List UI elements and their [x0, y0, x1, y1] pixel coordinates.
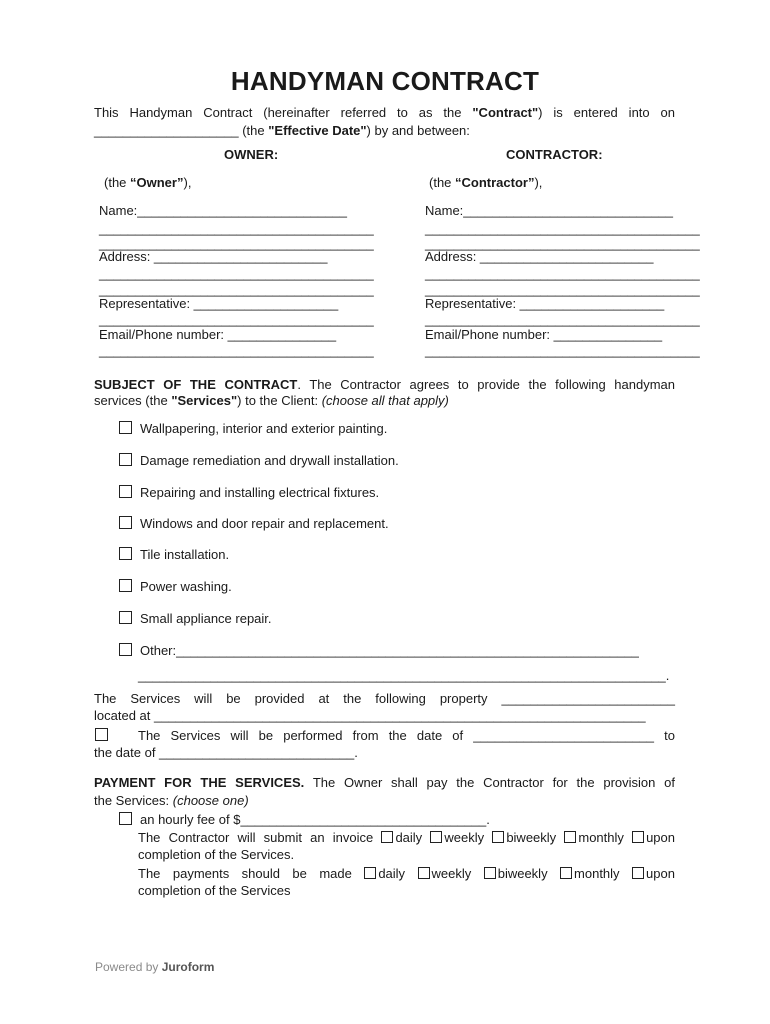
- end-date-field[interactable]: the date of ___________________________.: [94, 745, 358, 760]
- checkbox-icon[interactable]: [564, 831, 576, 843]
- owner-representative-line[interactable]: ______________________________________: [99, 312, 374, 327]
- contractor-name-line[interactable]: ______________________________________: [425, 236, 700, 251]
- owner-designation-text: ),: [183, 175, 192, 190]
- contractor-name-field[interactable]: Name:_____________________________: [425, 203, 673, 218]
- invoice-daily-label: daily: [395, 830, 423, 845]
- document-title: HANDYMAN CONTRACT: [230, 66, 540, 96]
- service-label: Small appliance repair.: [140, 611, 272, 626]
- checkbox-icon[interactable]: [119, 611, 132, 624]
- date-range-line: [138, 727, 675, 745]
- checkbox-icon[interactable]: [632, 867, 644, 879]
- checkbox-icon[interactable]: [119, 485, 132, 498]
- services-term: "Services": [171, 393, 238, 408]
- payment-weekly-label: weekly: [431, 866, 472, 881]
- checkbox-icon[interactable]: [430, 831, 442, 843]
- contractor-address-line[interactable]: ______________________________________: [425, 282, 700, 297]
- owner-term: “Owner”: [130, 175, 184, 190]
- owner-name-line[interactable]: ______________________________________: [99, 236, 374, 251]
- checkbox-icon[interactable]: [418, 867, 430, 879]
- service-option[interactable]: [119, 611, 272, 626]
- powered-by-text: Powered by: [95, 960, 162, 974]
- invoice-completion-text: completion of the Services.: [138, 847, 295, 862]
- payment-biweekly-label: biweekly: [497, 866, 548, 881]
- payment-line-2: [94, 792, 249, 810]
- contractor-designation-text: (the: [429, 175, 456, 190]
- invoice-text: The Contractor will submit an invoice: [138, 830, 374, 845]
- payment-text: The Owner shall pay the Contractor for the provision of: [304, 775, 675, 790]
- owner-name-field[interactable]: Name:_____________________________: [99, 203, 347, 218]
- payment-upon-label: upon: [646, 866, 675, 881]
- subject-text: . The Contractor agrees to provide the following handyman: [297, 377, 675, 392]
- contractor-representative-field[interactable]: Representative: ____________________: [425, 296, 665, 311]
- subject-instruction: (choose all that apply): [321, 393, 449, 408]
- service-option[interactable]: [119, 547, 229, 562]
- payment-frequency-line: [138, 865, 675, 883]
- checkbox-icon[interactable]: [364, 867, 376, 879]
- effective-date-field[interactable]: ____________________: [94, 123, 239, 138]
- invoice-weekly-label: weekly: [444, 830, 485, 845]
- hourly-fee-field[interactable]: an hourly fee of $__________________________________.: [140, 812, 490, 827]
- invoice-frequency-line: [138, 829, 675, 847]
- contractor-name-line[interactable]: ______________________________________: [425, 221, 700, 236]
- owner-representative-field[interactable]: Representative: ____________________: [99, 296, 339, 311]
- checkbox-icon[interactable]: [632, 831, 644, 843]
- contractor-designation-text: ),: [534, 175, 543, 190]
- service-label: Power washing.: [140, 579, 232, 594]
- service-option[interactable]: [119, 453, 399, 468]
- brand-name-part: Juro: [161, 960, 188, 974]
- other-service-line[interactable]: _________________________________________________________________________.: [138, 668, 670, 683]
- service-label: Damage remediation and drywall installation.: [140, 453, 399, 468]
- payment-daily-label: daily: [378, 866, 406, 881]
- juroform-logo: [162, 960, 215, 974]
- intro-text: ) by and between:: [366, 123, 470, 138]
- checkbox-icon[interactable]: [119, 579, 132, 592]
- invoice-biweekly-label: biweekly: [506, 830, 557, 845]
- invoice-monthly-label: monthly: [578, 830, 624, 845]
- service-option-other[interactable]: [119, 643, 639, 658]
- contract-term: "Contract": [472, 105, 539, 120]
- owner-name-line[interactable]: ______________________________________: [99, 221, 374, 236]
- other-service-field[interactable]: Other:________________________________________________________________: [140, 643, 639, 658]
- checkbox-icon[interactable]: [119, 812, 132, 825]
- service-option[interactable]: [119, 579, 232, 594]
- service-label: Windows and door repair and replacement.: [140, 516, 389, 531]
- owner-address-line[interactable]: ______________________________________: [99, 266, 374, 281]
- checkbox-icon[interactable]: [95, 728, 108, 741]
- service-label: Tile installation.: [140, 547, 230, 562]
- subject-text: services (the: [94, 393, 172, 408]
- brand-name-part: form: [187, 960, 215, 974]
- intro-line-2: [94, 122, 470, 140]
- contractor-address-line[interactable]: ______________________________________: [425, 266, 700, 281]
- contractor-term: “Contractor”: [455, 175, 535, 190]
- intro-text: ) is entered into on: [538, 105, 675, 120]
- property-location-field[interactable]: located at ____________________________________________________________________: [94, 708, 646, 723]
- owner-designation-text: (the: [104, 175, 131, 190]
- intro-text: This Handyman Contract (hereinafter referred to as the: [94, 105, 473, 120]
- subject-text: ) to the Client:: [237, 393, 322, 408]
- payment-heading: PAYMENT FOR THE SERVICES.: [94, 775, 305, 790]
- contractor-email-phone-line[interactable]: ______________________________________: [425, 343, 700, 358]
- intro-text: (the: [238, 123, 269, 138]
- owner-address-field[interactable]: Address: ________________________: [99, 249, 328, 264]
- contractor-address-field[interactable]: Address: ________________________: [425, 249, 654, 264]
- contractor-heading: CONTRACTOR:: [506, 147, 603, 162]
- checkbox-icon[interactable]: [119, 453, 132, 466]
- service-option[interactable]: [119, 421, 387, 436]
- service-label: Repairing and installing electrical fixtures.: [140, 485, 380, 500]
- property-address-field[interactable]: The Services will be provided at the following property ________________________: [94, 691, 675, 706]
- effective-date-term: "Effective Date": [268, 123, 367, 138]
- start-date-field[interactable]: _________________________: [473, 728, 655, 743]
- owner-designation: [104, 174, 191, 192]
- owner-heading: OWNER:: [224, 147, 279, 162]
- subject-heading: SUBJECT OF THE CONTRACT: [94, 377, 298, 392]
- checkbox-icon[interactable]: [381, 831, 393, 843]
- date-range-checkbox[interactable]: [95, 727, 108, 745]
- intro-line-1: [94, 104, 675, 122]
- service-option[interactable]: [119, 516, 389, 531]
- checkbox-icon[interactable]: [119, 421, 132, 434]
- payment-line-1: [94, 774, 675, 792]
- checkbox-icon[interactable]: [119, 516, 132, 529]
- checkbox-icon[interactable]: [492, 831, 504, 843]
- hourly-fee-option[interactable]: [119, 811, 490, 829]
- payment-completion-text: completion of the Services: [138, 883, 291, 898]
- payment-schedule-text: The payments should be made: [138, 866, 352, 881]
- contractor-designation: [429, 174, 542, 192]
- checkbox-icon[interactable]: [119, 643, 132, 656]
- contractor-representative-line[interactable]: ______________________________________: [425, 312, 700, 327]
- subject-line-2: [94, 392, 449, 410]
- payment-monthly-label: monthly: [574, 866, 620, 881]
- service-label: Wallpapering, interior and exterior painting.: [140, 421, 388, 436]
- owner-email-phone-field[interactable]: Email/Phone number: _______________: [99, 327, 337, 342]
- checkbox-icon[interactable]: [484, 867, 496, 879]
- owner-address-line[interactable]: ______________________________________: [99, 282, 374, 297]
- date-range-text: to: [664, 728, 675, 743]
- powered-by-footer: [95, 960, 214, 974]
- payment-text: the Services:: [94, 793, 173, 808]
- service-option[interactable]: [119, 485, 379, 500]
- payment-instruction: (choose one): [172, 793, 249, 808]
- invoice-upon-label: upon: [646, 830, 675, 845]
- date-range-text: The Services will be performed from the date of: [138, 728, 464, 743]
- checkbox-icon[interactable]: [560, 867, 572, 879]
- owner-email-phone-line[interactable]: ______________________________________: [99, 343, 374, 358]
- checkbox-icon[interactable]: [119, 547, 132, 560]
- contractor-email-phone-field[interactable]: Email/Phone number: _______________: [425, 327, 663, 342]
